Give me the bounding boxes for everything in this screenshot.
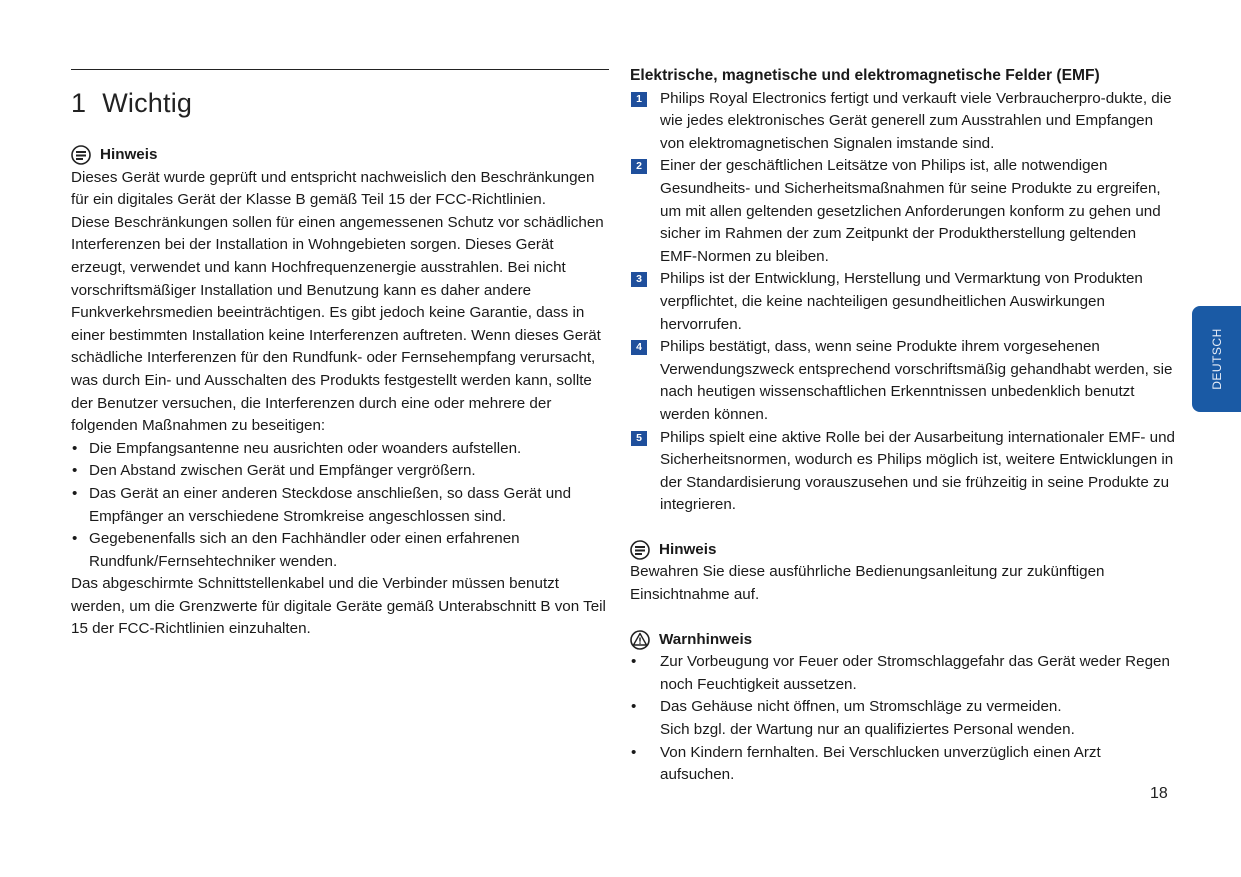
list-item xyxy=(630,155,1175,268)
warning-text: Zur Vorbeugung vor Feuer oder Stromschlaggefahr das Gerät weder Regen noch Feuchtigkeit aussetzen. xyxy=(660,653,1170,693)
list-item-text: Einer der geschäftlichen Leitsätze von Philips ist, alle notwendigen Gesundheits- und Sicherheitsmaßnahmen für seine Produkte zu ergreifen, um mit allen geltenden gesetzlichen Anforderungen konform zu gehen und sicher im Rahmen der zum Zeitpunkt der Produktherstellung geltenden EMF-Normen zu bleiben. xyxy=(660,157,1161,265)
note-text: Bewahren Sie diese ausführliche Bedienungsanleitung zur zukünftigen Einsichtnahme auf. xyxy=(630,563,1105,604)
list-item-text: Philips Royal Electronics fertigt und verkauft viele Verbraucherpro-dukte, die wie jedes elektronisches Gerät generell zum Ausstrahlen und Empfangen von elektromagnetischen Signalen imstande sind. xyxy=(660,89,1172,152)
number-badge: 5 xyxy=(631,431,647,446)
warning-text: Von Kindern fernhalten. Bei Verschlucken unverzüglich einen Arzt aufsuchen. xyxy=(660,743,1101,784)
warning-list xyxy=(630,651,1175,787)
warning-text: Das Gehäuse nicht öffnen, um Stromschläge zu vermeiden. xyxy=(660,698,1062,716)
note-heading xyxy=(71,144,611,167)
list-item: • Die Empfangsantenne neu ausrichten oder woanders aufstellen. xyxy=(71,438,611,461)
list-item: • Den Abstand zwischen Gerät und Empfänger vergrößern. xyxy=(71,460,611,483)
list-item xyxy=(630,696,1175,741)
right-column xyxy=(630,65,1175,787)
fcc-measures-list xyxy=(71,438,611,574)
left-column xyxy=(71,144,611,641)
note-title: Hinweis xyxy=(100,146,158,163)
language-tab-label: DEUTSCH xyxy=(1209,328,1224,390)
language-tab[interactable] xyxy=(1192,306,1241,412)
list-item xyxy=(630,336,1175,426)
top-rule xyxy=(71,69,609,70)
list-item-text: Philips bestätigt, dass, wenn seine Produkte ihrem vorgesehenen Verwendungszweck entsprechend vorschriftsmäßig gehandhabt werden, sie nach heutigen wissenschaftlichen Erkenntnissen unbedenklich benutzt werden können. xyxy=(660,338,1173,423)
number-badge: 2 xyxy=(631,159,647,174)
warning-text: Sich bzgl. der Wartung nur an qualifiziertes Personal wenden. xyxy=(660,721,1075,739)
list-item-text: Philips spielt eine aktive Rolle bei der Ausarbeitung internationaler EMF- und Sicherheitsnormen, wodurch es Philips möglich ist, weitere Entwicklungen in der Standardisierung vorauszusehen und sie frühzeitig in seine Produkte zu integrieren. xyxy=(660,428,1175,514)
warning-icon xyxy=(630,630,650,650)
chapter-title: Wichtig xyxy=(102,88,193,118)
note-icon xyxy=(630,540,650,560)
number-badge: 4 xyxy=(631,340,647,355)
fcc-paragraph-2: Diese Beschränkungen sollen für einen angemessenen Schutz vor schädlichen Interferenzen bei der Installation in Wohngebieten sorgen. Dieses Gerät erzeugt, verwendet und kann Hochfrequenzenergie ausstrahlen. Bei nicht vorschriftsmäßiger Installation und Benutzung kann es daher andere Funkverkehrsmedien beeinträchtigen. Es gibt jedoch keine Garantie, dass in einer bestimmten Installation keine Interferenzen auftreten. Wenn dieses Gerät schädliche Interferenzen für den Rundfunk- oder Fernsehempfang verursacht, was durch Ein- und Ausschalten des Produkts festgestellt werden kann, sollte der Benutzer versuchen, die Interferenzen durch eine oder mehrere der folgenden Maßnahmen zu beseitigen: xyxy=(71,213,604,435)
number-badge: 1 xyxy=(631,92,647,107)
list-item-text: Philips ist der Entwicklung, Herstellung und Vermarktung von Produkten verpflichtet, die keine nachteiligen gesundheitlichen Auswirkungen hervorrufen. xyxy=(660,270,1143,333)
note-title: Hinweis xyxy=(659,540,717,558)
fcc-paragraph-1: Dieses Gerät wurde geprüft und entspricht nachweislich den Beschränkungen für ein digitales Gerät der Klasse B gemäß Teil 15 der FCC-Richtlinien. xyxy=(71,168,595,209)
list-item: • Das Gerät an einer anderen Steckdose anschließen, so dass Gerät und Empfänger an verschiedene Stromkreise angeschlossen sind. xyxy=(71,483,611,528)
page-number: 18 xyxy=(1150,785,1168,802)
warning-title: Warnhinweis xyxy=(659,630,753,648)
emf-list xyxy=(630,88,1175,517)
list-item xyxy=(630,88,1175,156)
list-item xyxy=(630,268,1175,336)
emf-heading: Elektrische, magnetische und elektromagnetische Felder (EMF) xyxy=(630,67,1100,84)
list-item xyxy=(630,651,1175,696)
chapter-number: 1 xyxy=(71,88,87,118)
note-heading xyxy=(630,539,1175,562)
fcc-paragraph-3: Das abgeschirmte Schnittstellenkabel und die Verbinder müssen benutzt werden, um die Grenzwerte für digitale Geräte gemäß Unterabschnitt B von Teil 15 der FCC-Richtlinien einzuhalten. xyxy=(71,575,606,638)
list-item xyxy=(630,427,1175,517)
chapter-heading xyxy=(71,88,192,119)
list-item: • Gegebenenfalls sich an den Fachhändler oder einen erfahrenen Rundfunk/Fernsehtechniker wenden. xyxy=(71,528,611,573)
list-item xyxy=(630,742,1175,787)
warning-heading xyxy=(630,629,1175,652)
number-badge: 3 xyxy=(631,272,647,287)
note-icon xyxy=(71,145,91,165)
